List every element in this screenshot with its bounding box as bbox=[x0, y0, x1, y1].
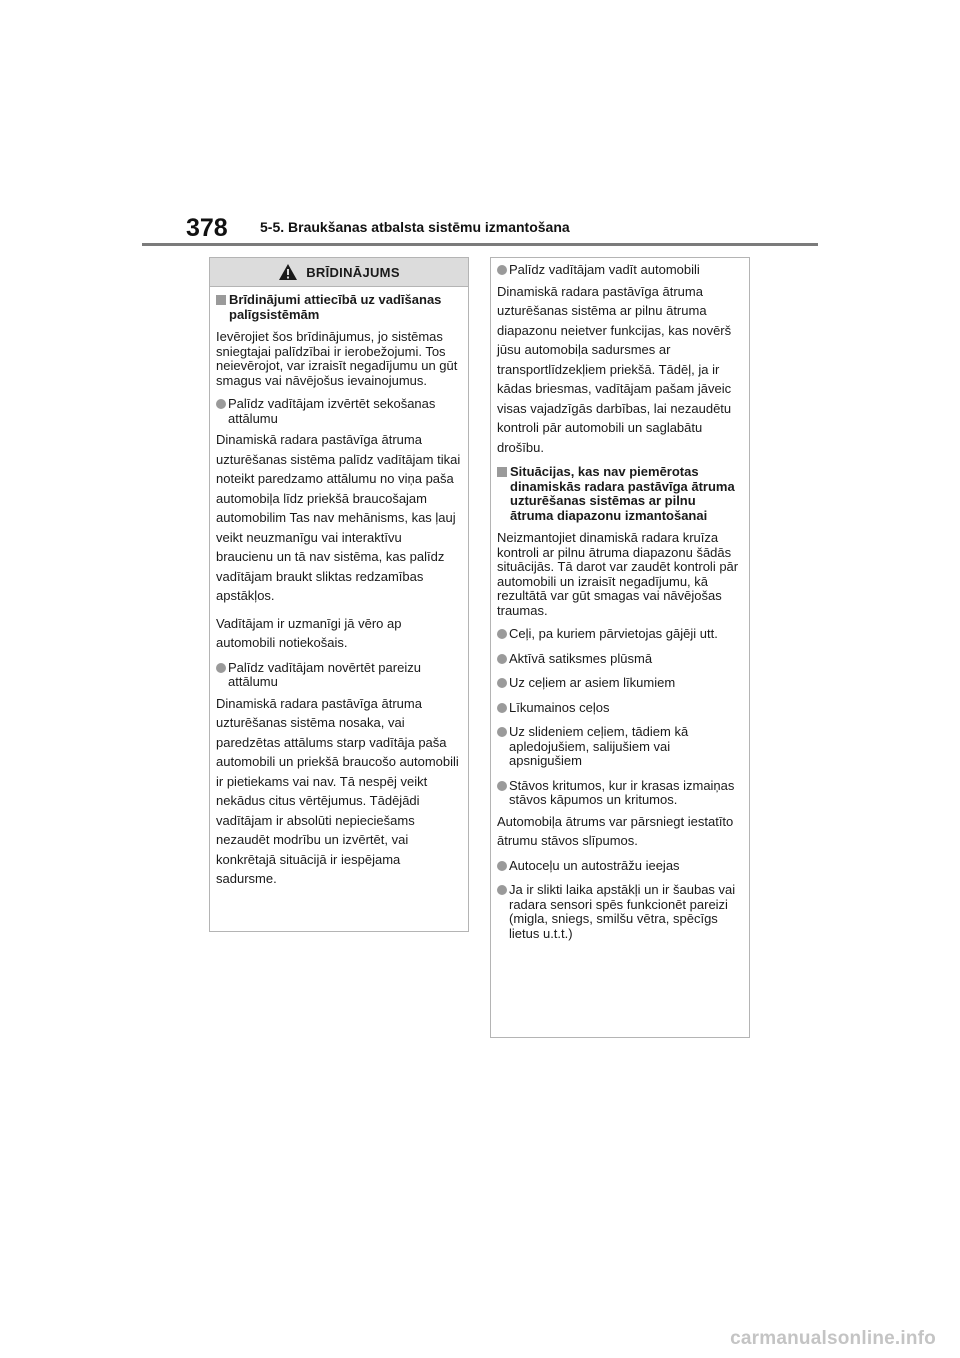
bullet-item bbox=[497, 779, 742, 808]
circle-bullet-icon bbox=[497, 781, 507, 791]
bullet-item bbox=[216, 397, 461, 426]
heading-text: Brīdinājumi attiecībā uz vadīšanas palīgsistēmām bbox=[229, 292, 442, 322]
warning-title: BRĪDINĀJUMS bbox=[306, 264, 400, 280]
bullet-text: Palīdz vadītājam vadīt automobili bbox=[509, 262, 700, 277]
bullet-text: Aktīvā satiksmes plūsmā bbox=[509, 650, 653, 666]
bullet-text: Palīdz vadītājam novērtēt pareizu attālumu bbox=[228, 659, 421, 689]
bullet-item bbox=[497, 859, 742, 874]
bullet-text: Palīdz vadītājam izvērtēt sekošanas attālumu bbox=[228, 396, 436, 426]
warning-content-left bbox=[210, 287, 468, 889]
square-bullet-icon bbox=[216, 295, 226, 305]
bullet-item bbox=[497, 883, 742, 941]
warning-box-right bbox=[490, 257, 750, 1038]
circle-bullet-icon bbox=[216, 663, 226, 673]
circle-bullet-icon bbox=[497, 703, 507, 713]
bullet-item bbox=[497, 627, 742, 642]
paragraph: Automobiļa ātrums var pārsniegt iestatīto ātrumu stāvos slīpumos. bbox=[497, 813, 734, 848]
bullet-text: Uz ceļiem ar asiem līkumiem bbox=[509, 675, 676, 690]
bullet-text: Uz slideniem ceļiem, tādiem kā apledojušiem, salijušiem vai apsnigušiem bbox=[509, 724, 689, 768]
footer-watermark: carmanualsonline.info bbox=[730, 1328, 936, 1349]
circle-bullet-icon bbox=[216, 399, 226, 409]
paragraph: Dinamiskā radara pastāvīga ātruma uzturēšanas sistēma palīdz vadītājam tikai noteikt paredzamo attālumu no viņa paša automobiļa līdz priekšā braucošajam automobilim Tas nav mehānisms, kas ļauj veikt neuzmanīgu vai interaktīvu braucienu un tā nav sistēma, kas palīdz vadītājam braukt sliktas redzamības apstākļos. bbox=[216, 432, 461, 603]
bullet-item bbox=[497, 725, 742, 769]
square-bullet-icon bbox=[497, 467, 507, 477]
bullet-item bbox=[497, 701, 742, 716]
warning-header bbox=[210, 258, 468, 287]
header-divider bbox=[142, 243, 818, 246]
circle-bullet-icon bbox=[497, 678, 507, 688]
circle-bullet-icon bbox=[497, 861, 507, 871]
bullet-item bbox=[497, 676, 742, 691]
warning-triangle-icon bbox=[278, 263, 298, 281]
circle-bullet-icon bbox=[497, 629, 507, 639]
page-number: 378 bbox=[186, 214, 228, 242]
bullet-item bbox=[497, 263, 742, 278]
paragraph: Ievērojiet šos brīdinājumus, jo sistēmas sniegtajai palīdzībai ir ierobežojumi. Tos neievērojot, var izraisīt negadījumu un gūt smagus vai nāvējošus ievainojumus. bbox=[216, 329, 458, 388]
page-header bbox=[0, 0, 960, 250]
bullet-text: Ceļi, pa kuriem pārvietojas gājēji utt. bbox=[509, 626, 718, 641]
bullet-text: Stāvos kritumos, kur ir krasas izmaiņas stāvos kāpumos un kritumos. bbox=[509, 777, 735, 807]
section-title: 5-5. Braukšanas atbalsta sistēmu izmantošana bbox=[260, 219, 570, 235]
warning-box-left bbox=[209, 257, 469, 932]
bullet-text: Autoceļu un autostrāžu ieejas bbox=[509, 857, 680, 873]
paragraph: Dinamiskā radara pastāvīga ātruma uzturēšanas sistēma ar pilnu ātruma diapazonu neietver funkcijas, kas novērš jūsu automobiļa sadursmes ar transportlīdzekļiem priekšā. Tādēļ, ja ir kādas briesmas, vadītājam pašam jāveic visas vajadzīgās darbības, lai nezaudētu kontroli pār automobili un saglabātu drošību. bbox=[497, 283, 732, 455]
heading-text: Situācijas, kas nav piemērotas dinamiskās radara pastāvīga ātruma uzturēšanas sistēmas ar pilnu ātruma diapazonu izmantošanai bbox=[510, 464, 735, 523]
bullet-item bbox=[497, 652, 742, 667]
bullet-text: Ja ir slikti laika apstākļi un ir šaubas vai radara sensori spēs funkcionēt pareizi (migla, sniegs, smilšu vētra, spēcīgs lietus u.t.t.) bbox=[509, 882, 736, 941]
circle-bullet-icon bbox=[497, 885, 507, 895]
circle-bullet-icon bbox=[497, 654, 507, 664]
circle-bullet-icon bbox=[497, 265, 507, 275]
paragraph: Neizmantojiet dinamiskā radara kruīza kontroli ar pilnu ātruma diapazonu šādās situācijās. Tā darot var zaudēt kontroli pār automobili un izraisīt negadījumu, kā rezultātā var gūt smagas vai nāvējošas traumas. bbox=[497, 530, 739, 618]
section-heading bbox=[497, 465, 742, 523]
bullet-item bbox=[216, 661, 461, 690]
circle-bullet-icon bbox=[497, 727, 507, 737]
bullet-text: Līkumainos ceļos bbox=[509, 699, 610, 715]
warning-content-right bbox=[491, 258, 749, 941]
paragraph: Vadītājam ir uzmanīgi jā vēro ap automobili notiekošais. bbox=[216, 615, 402, 650]
section-heading bbox=[216, 293, 461, 322]
paragraph: Dinamiskā radara pastāvīga ātruma uzturēšanas sistēma nosaka, vai paredzētas attālums starp vadītāja paša automobili un priekšā braucošo automobili ir pietiekams vai nav. Tā nespēj veikt nekādus citus vērtējumus. Tādējādi vadītājam ir absolūti nepieciešams nezaudēt modrību un izvērtēt, vai konkrētajā situācijā ir iespējama sadursme. bbox=[216, 695, 459, 886]
